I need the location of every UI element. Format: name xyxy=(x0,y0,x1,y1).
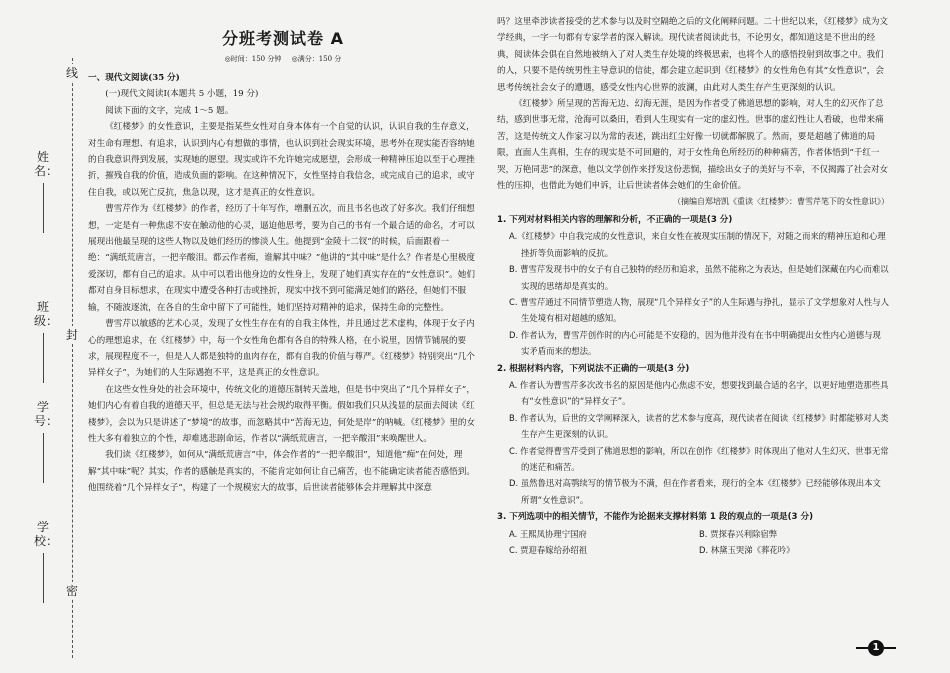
student-id-field-label: 学号： xyxy=(34,400,59,429)
question-3-option-a[interactable]: A. 王熙凤协理宁国府 xyxy=(509,528,587,539)
school-field[interactable] xyxy=(34,520,59,603)
question-3-stem: 3. 下列选项中的相关情节，不能作为论据来支撑材料第 1 段的观点的一项是(3 分) xyxy=(497,512,814,523)
school-field-label: 学校： xyxy=(34,520,59,549)
name-field-label: 姓名： xyxy=(34,150,59,179)
question-3-options-row-1 xyxy=(509,526,889,542)
page-title: 分班考测试卷 A xyxy=(222,29,344,48)
passage-paragraph: 曹雪芹作为《红楼梦》的作者，经历了十年写作，增删五次，而且书名也改了好多次。我们仔细想想，一定是有一种焦虑不安在触动他的心灵，逼迫他思考，要为自己的书有一个最合适的命名，才可以展现出他最呈现的这些人物以及她们经历的惨淡人生。他提到“金陵十二钗”的时候，后面跟着一绝：“满纸荒唐言，一把辛酸泪。都云作者痴，谁解其中味？”他讲的“其中味”是什么？作者是心里极度爱深切，都有自己的追求。从中可以看出他身边的女性身上，发现了她们真实存在的“女性意识”。她们都对自身目标想求，在现实中遭受各种打击或挫折，现实中找不到可能满足她们的路径，但她们不服输，不随波逐流，在各自的生命中留下了可能性，她们坚持对精神的追求，保持生命的完整性。 xyxy=(88,204,476,313)
question-1-stem: 1. 下列对材料相关内容的理解和分析，不正确的一项是(3 分) xyxy=(497,214,733,225)
question-2-option-d[interactable]: D. 虽然鲁迅对高鹗续写的情节极为不满，但在作者看来，现行的全本《红楼梦》已经能够体现出本文所谓“女性意识”。 xyxy=(509,478,881,505)
passage-paragraph: 在这些女性身处的社会环境中，传统文化的道德压制转天盖地，但是书中突出了“几个异样女子”，她们内心有着自我的道德天平，但总是无法与社会规约取得平衡。假如我们只从浅显的层面去阅读《红楼梦》，会以为只是讲述了“梦境”的故事，而忽略其中“苦海无边，何处是岸”的呐喊。《红楼梦》里的女性大多有着独立的个性，却难逃悲剧命运，作者以“满纸荒唐言，一把辛酸泪”来唤醒世人。 xyxy=(88,384,476,444)
question-1-option-c[interactable]: C. 曹雪芹通过不同情节塑造人物，展现“几个异样女子”的人生际遇与挣扎，显示了文学想象对人性与人生处境有相对超越的感知。 xyxy=(509,296,889,324)
question-1-option-a[interactable]: A.《红楼梦》中自我完成的女性意识，来自女性在被现实压制的情况下，对随之而来的精神压迫和心理挫折等负面影响的反抗。 xyxy=(509,231,886,258)
binding-dashed-line xyxy=(72,58,73,658)
page-number: 1 xyxy=(868,640,884,656)
class-field[interactable] xyxy=(34,300,59,383)
question-3-options-row-2 xyxy=(509,542,889,558)
question-2-option-c[interactable]: C. 作者觉得曹雪芹受到了佛道思想的影响，所以在创作《红楼梦》时体现出了他对人生幻灭、世事无常的迷茫和痛苦。 xyxy=(509,445,889,472)
question-1-option-d[interactable]: D. 作者认为，曹雪芹创作时的内心可能是不安稳的，因为他并没有在书中明确提出女性内心道德与现实矛盾而来的想法。 xyxy=(509,329,881,357)
section-title: 一、现代文阅读(35 分) xyxy=(88,73,180,83)
binding-margin xyxy=(0,0,78,673)
binding-char-feng: 封 xyxy=(65,328,78,342)
question-2-option-b[interactable]: B. 作者认为，后世的文学阐释深入，读者的艺术参与度高，现代读者在阅读《红楼梦》时都能够对人类生存产生更深刻的认识。 xyxy=(509,412,889,440)
exam-meta xyxy=(88,53,478,65)
instruction: 阅读下面的文字，完成 1～5 题。 xyxy=(105,105,234,116)
question-2-option-a[interactable]: A. 作者认为曹雪芹多次改书名的原因是他内心焦虑不安，想要找到最合适的名字，以更好地塑造那些具有“女性意识”的“异样女子”。 xyxy=(509,379,889,407)
class-field-label: 班级： xyxy=(34,300,59,329)
question-3-option-b[interactable]: B. 贾探春兴利除宿弊 xyxy=(699,528,778,539)
passage-paragraph: 《红楼梦》的女性意识，主要是指某些女性对自身本体有一个自觉的认识，认识自我的生存意义，对生命有理想、有追求，认识到内心有想做的事情，也认识到社会现实环境，思考外在现实能否容纳她的自我意识得到发展，实现她的愿望。现实或许不允许她完成愿望，会形成一种精神压迫以至于心理挫折，摧残自我的价值，造成负面的影响。在这种情况下，女性坚持自我信念，或完成自己的追求，或守住自我，或以死亡反抗，焦急以现，这才是真正的女性意识。 xyxy=(88,122,475,198)
question-1-option-b[interactable]: B. 曹雪芹发现书中的女子有自己独特的经历和追求，虽然不能称之为表达，但是她们深藏在内心而难以实现的思绪却是真实的。 xyxy=(509,264,889,291)
question-2-stem: 2. 根据材料内容，下列说法不正确的一项是(3 分) xyxy=(497,363,690,374)
question-3-option-d[interactable]: D. 林黛玉哭涕《葬花吟》 xyxy=(699,545,795,555)
subsection-title: (一)现代文阅读Ⅰ(本题共 5 小题，19 分) xyxy=(105,89,259,100)
exam-time: ◎时间：150 分钟 xyxy=(224,55,282,63)
right-column xyxy=(497,14,889,558)
name-field[interactable] xyxy=(34,150,59,233)
passage-paragraph: 曹雪芹以敏感的艺术心灵，发现了女性生存在有的自我主体性，并且通过艺术虚构，体现于女子内心的理想追求，在《红楼梦》中，每一个女性角色都有各自的特殊人格，在小说里，因情节铺展的要求，展现程度不一，但是人人都是独特的血肉存在，都有自我的价值与尊严。《红楼梦》特别突出“几个异样女子”，为她们的人生际遇抱不平，这是真正的女性意识。 xyxy=(88,319,475,379)
left-column xyxy=(88,28,478,497)
passage-paragraph: 《红楼梦》所呈现的苦海无边、幻海无涯，是因为作者受了佛道思想的影响，对人生的幻灭作了总结，感到世事无常，沧海可以桑田，看到人生现实有一定的虚幻性。世事的虚幻性让人看破，也带来痛苦，这是传统文人作家习以为常的表述，跳出红尘好像一切就都解脱了。然而，要是超越了佛道的局限，直面人生真相，生存的现实是不可回避的，对于女性角色所经历的种种痛苦，作者体悟到“千红一哭，万艳同悲”的深意，他以文学创作来抒发这份悲悯，描绘出女子的美好与不幸，不仅揭露了社会对女性的压抑，也借此为她们申诉，让后世读者体会她们的生命价值。 xyxy=(497,99,889,192)
passage-paragraph: 吗？这里牵涉读者接受的艺术参与以及时空隔绝之后的文化阐释问题。二十世纪以来，《红楼梦》成为文学经典，一字一句都有专家学者的深入解读。现代读者阅读此书，不论男女，都知道这是不世出的经典，阅读体会俱在自然地被纳入了对人类生存处境的终极思索，也将个人的感悟投射到故事之中。我们的人，只要不是传统男性主导意识的信徒，都会建立起识到《红楼梦》的女性角色有其“女性意识”，会思考传统社会女子的遭遇，感受女性内心世界的波澜，由此对人类生存产生更深刻的认识。 xyxy=(497,17,889,93)
passage-paragraph: 我们读《红楼梦》，如何从“满纸荒唐言”中，体会作者的“一把辛酸泪”，知道他“痴”在何处，理解“其中味”呢？其实，作者的感触是真实的，不能肯定如何让自己痛苦，也不能确定读者能否感悟到。他围绕着“几个异样女子”，构建了一个规模宏大的故事，后世读者能够体会并理解其中深意 xyxy=(88,450,475,494)
question-3-option-c[interactable]: C. 贾迎春嫁给孙绍祖 xyxy=(509,545,588,555)
binding-char-mi: 密 xyxy=(65,584,78,598)
binding-char-xian: 线 xyxy=(65,66,78,80)
exam-score: ◎满分：150 分 xyxy=(291,55,342,63)
source-citation: （摘编自郑培凯《重读〈红楼梦〉：曹雪芹笔下的女性意识》） xyxy=(673,197,889,207)
student-id-field[interactable] xyxy=(34,400,59,483)
